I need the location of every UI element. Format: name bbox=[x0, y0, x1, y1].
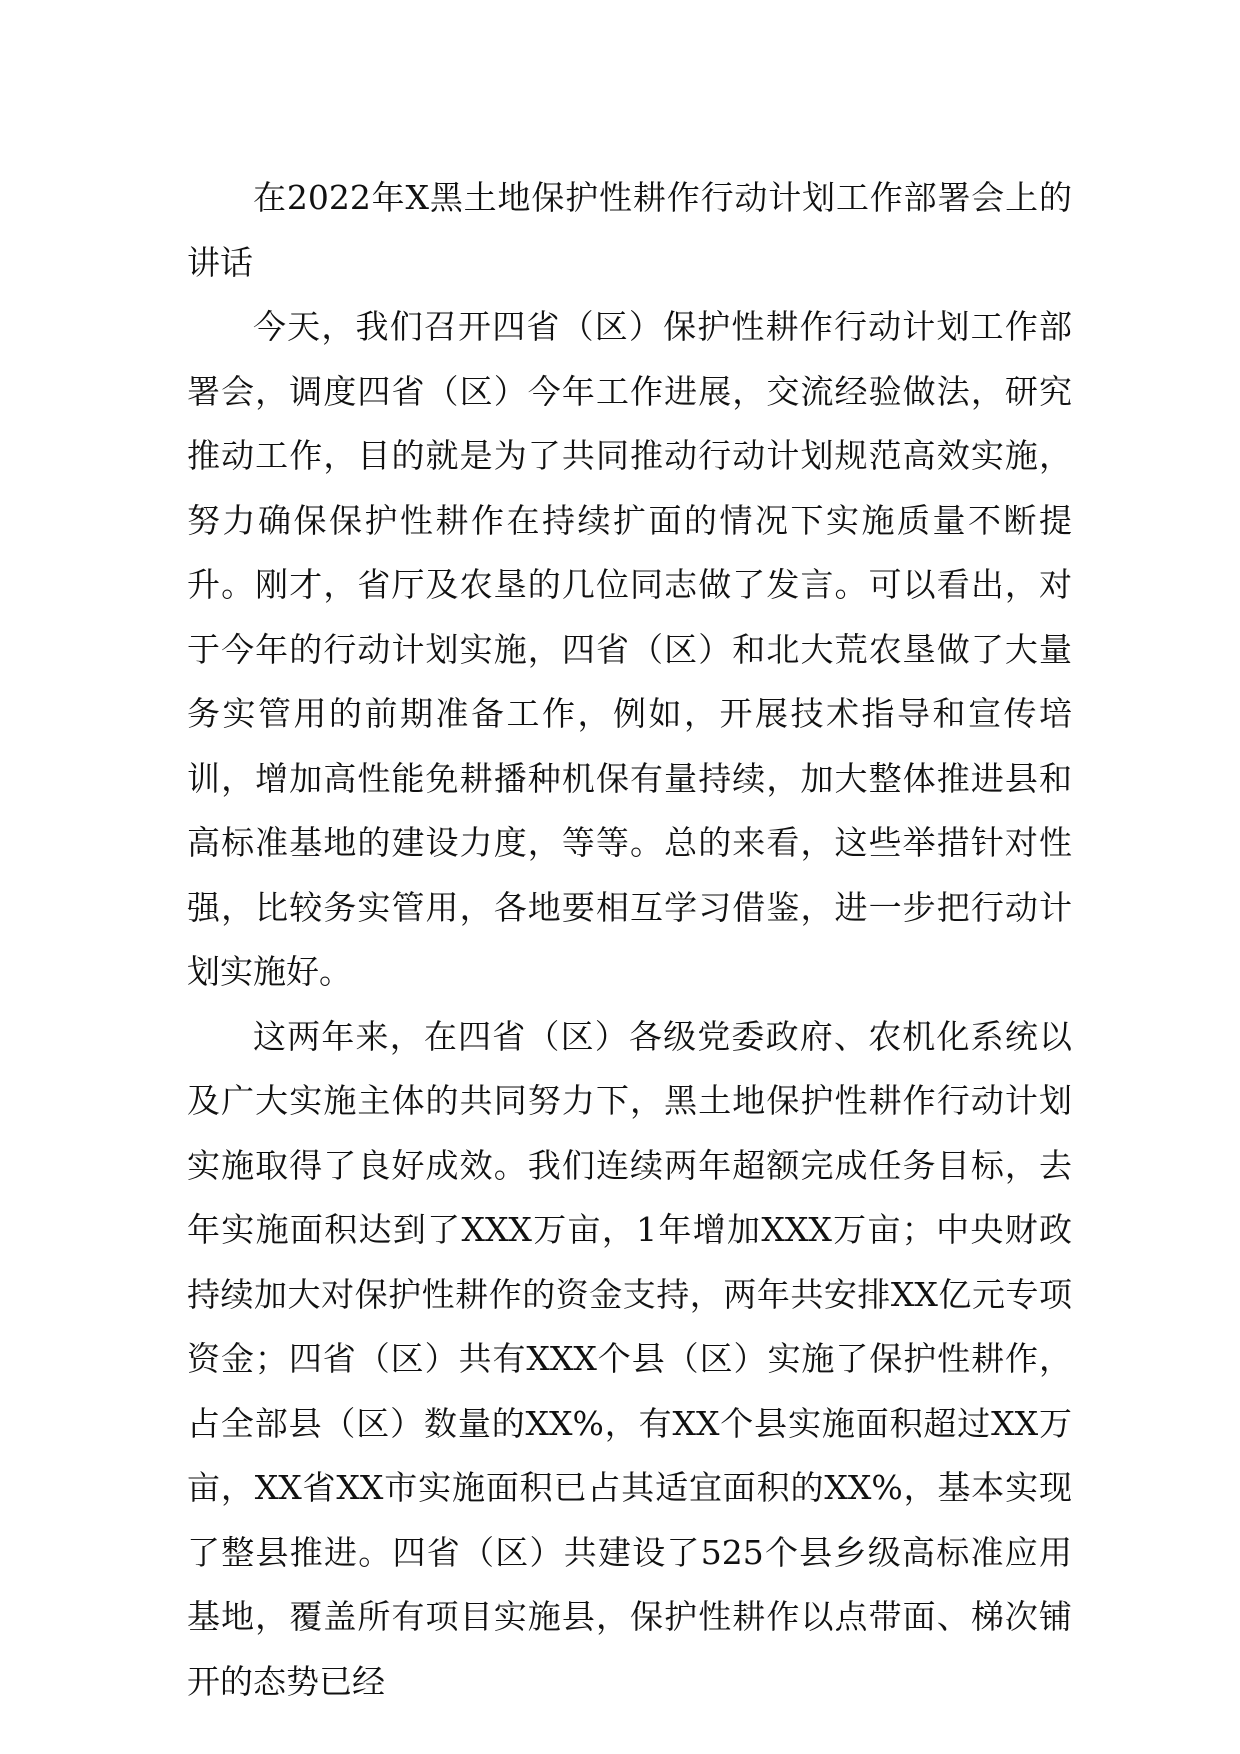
paragraph-1: 今天，我们召开四省（区）保护性耕作行动计划工作部署会，调度四省（区）今年工作进展，交流经验做法，研究推动工作，目的就是为了共同推动行动计划规范高效实施，努力确保保护性耕作在持续扩面的情况下实施质量不断提升。刚才，省厅及农垦的几位同志做了发言。可以看出，对于今年的行动计划实施，四省（区）和北大荒农垦做了大量务实管用的前期准备工作，例如，开展技术指导和宣传培训，增加高性能免耕播种机保有量持续，加大整体推进县和高标准基地的建设力度，等等。总的来看，这些举措针对性强，比较务实管用，各地要相互学习借鉴，进一步把行动计划实施好。 bbox=[187, 307, 1072, 991]
document-title: 在2022年X黑土地保护性耕作行动计划工作部署会上的讲话 bbox=[187, 178, 1072, 282]
document-body bbox=[187, 166, 1072, 1714]
paragraph-2: 这两年来，在四省（区）各级党委政府、农机化系统以及广大实施主体的共同努力下，黑土地保护性耕作行动计划实施取得了良好成效。我们连续两年超额完成任务目标，去年实施面积达到了XXX万亩，1年增加XXX万亩；中央财政持续加大对保护性耕作的资金支持，两年共安排XX亿元专项资金；四省（区）共有XXX个县（区）实施了保护性耕作，占全部县（区）数量的XX%，有XX个县实施面积超过XX万亩，XX省XX市实施面积已占其适宜面积的XX%，基本实现了整县推进。四省（区）共建设了525个县乡级高标准应用基地，覆盖所有项目实施县，保护性耕作以点带面、梯次铺开的态势已经 bbox=[187, 1016, 1072, 1701]
